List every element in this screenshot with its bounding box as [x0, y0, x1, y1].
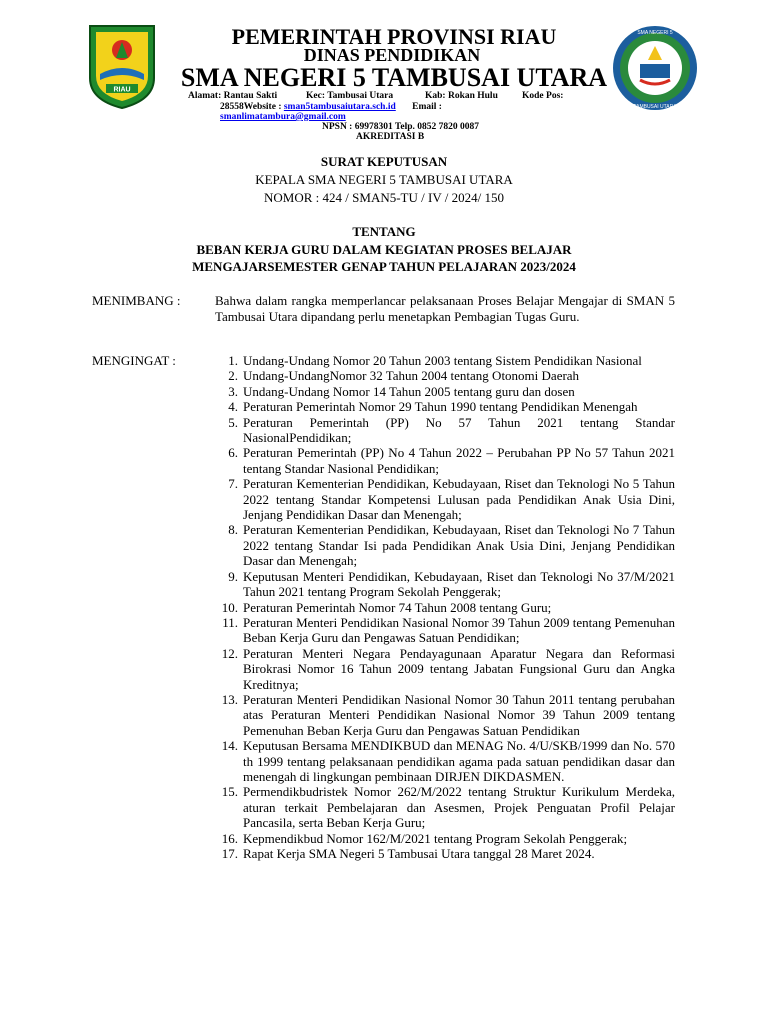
title-subject-line2: MENGAJARSEMESTER GENAP TAHUN PELAJARAN 2023/2024 — [192, 259, 576, 274]
mengingat-label — [92, 353, 176, 369]
list-item-text: Peraturan Pemerintah Nomor 74 Tahun 2008 tentang Guru; — [243, 599, 552, 615]
list-item-text: Peraturan Pemerintah (PP) No 57 Tahun 2021 tentang Standar NasionalPendidikan; — [243, 414, 675, 446]
header-school-name: SMA NEGERI 5 TAMBUSAI UTARA — [180, 63, 608, 92]
header-kecamatan: Kec: Tambusai Utara — [306, 91, 394, 101]
list-item — [228, 383, 675, 399]
list-item-text: Peraturan Pemerintah (PP) No 4 Tahun 2022 – Perubahan PP No 57 Tahun 2021 tentang Standar Nasional Pendidikan; — [243, 445, 675, 476]
list-item-number: 2. — [228, 368, 238, 384]
header-email-label: Email : — [412, 102, 442, 112]
list-item-text: Peraturan Menteri Pendidikan Nasional Nomor 30 Tahun 2011 tentang perubahan atas Peraturan Menteri Pendidikan Nasional Nomor 39 Tahun 2009 tentang Pemenuhan Beban Kerja Guru dan Pengawas Satuan Pendidikan — [243, 691, 675, 738]
list-item — [221, 645, 675, 692]
menimbang-text: Bahwa dalam rangka memperlancar pelaksanaan Proses Belajar Mengajar di SMAN 5 Tambusai Utara dipandang perlu menetapkan Pembagian Tugas Guru. — [215, 293, 675, 324]
list-item-number: 12. — [221, 645, 238, 661]
list-item-text: Undang-Undang Nomor 14 Tahun 2005 tentang guru dan dosen — [243, 383, 575, 399]
list-item-text: Permendikbudristek Nomor 262/M/2022 tentang Struktur Kurikulum Merdeka, aturan terkait Pembelajaran dan Asesmen, Projek Penguatan Profil Pelajar Pancasila, serta Beban Kerja Guru; — [243, 784, 675, 831]
list-item-text: Undang-Undang Nomor 20 Tahun 2003 tentang Sistem Pendidikan Nasional — [243, 353, 642, 368]
list-item-number: 14. — [221, 738, 238, 754]
list-item — [228, 445, 675, 476]
list-item-text: Keputusan Menteri Pendidikan, Kebudayaan, Riset dan Teknologi No 37/M/2021 Tahun 2021 tentang Program Sekolah Penggerak; — [243, 568, 675, 600]
list-item-text: Peraturan Kementerian Pendidikan, Kebudayaan, Riset dan Teknologi No 5 Tahun 2022 tentang Standar Kompetensi Lulusan pada Pendidikan Anak Usia Dini, Jenjang Pendidikan Dasar dan Menengah; — [243, 476, 675, 523]
title-subject-line1: BEBAN KERJA GURU DALAM KEGIATAN PROSES BELAJAR — [196, 242, 572, 257]
title-surat-keputusan: SURAT KEPUTUSAN — [320, 154, 448, 169]
svg-text:RIAU: RIAU — [113, 86, 131, 94]
list-item-number: 17. — [221, 846, 238, 861]
list-item-number: 1. — [228, 353, 238, 368]
email-link[interactable]: smanlimatambura@gmail.com — [220, 112, 346, 122]
list-item-number: 5. — [228, 414, 238, 430]
header-website-line — [220, 102, 442, 112]
list-item — [221, 738, 675, 784]
header-agency: DINAS PENDIDIKAN — [303, 45, 481, 65]
title-kepala: KEPALA SMA NEGERI 5 TAMBUSAI UTARA — [255, 172, 513, 187]
list-item-number: 11. — [222, 614, 238, 630]
list-item-number: 15. — [221, 784, 238, 800]
list-item — [221, 599, 675, 615]
header-akreditasi: AKREDITASI B — [356, 132, 425, 142]
list-item — [221, 830, 675, 846]
list-item-text: Peraturan Kementerian Pendidikan, Kebudayaan, Riset dan Teknologi No 7 Tahun 2022 tentang Standar Isi pada Pendidikan Anak Usia Dini, Jenjang Pendidikan Dasar dan Menengah; — [243, 522, 675, 569]
header-npsn: NPSN : 69978301 Telp. 0852 7820 0087 — [322, 122, 480, 132]
list-item — [222, 614, 675, 646]
svg-text:SMA NEGERI 5: SMA NEGERI 5 — [637, 30, 673, 36]
list-item-text: Peraturan Pemerintah Nomor 29 Tahun 1990 tentang Pendidikan Menengah — [243, 399, 638, 415]
mengingat-list — [221, 353, 675, 861]
list-item-number: 7. — [228, 476, 238, 492]
list-item — [228, 399, 675, 415]
header-province: PEMERINTAH PROVINSI RIAU — [231, 24, 557, 49]
list-item — [221, 691, 675, 738]
title-tentang: TENTANG — [352, 224, 416, 239]
list-item-number: 4. — [228, 399, 238, 415]
list-item-number: 10. — [221, 599, 238, 615]
list-item — [228, 476, 675, 523]
list-item-text: Keputusan Bersama MENDIKBUD dan MENAG No. 4/U/SKB/1999 dan No. 570 th 1999 tentang pelaksanaan pendidikan agama pada satuan pendidikan dasar dan menengah di lingkungan pembinaan DIRJEN DIKDASMEN. — [243, 738, 675, 784]
list-item-text: Peraturan Menteri Pendidikan Nasional Nomor 39 Tahun 2009 tentang Pemenuhan Beban Kerja Guru dan Pengawas Satuan Pendidikan; — [243, 614, 675, 646]
list-item — [228, 522, 675, 569]
list-item-text: Undang-UndangNomor 32 Tahun 2004 tentang Otonomi Daerah — [243, 368, 580, 384]
header-kodepos-website: 28558Website : — [220, 102, 282, 112]
list-item-number: 16. — [221, 830, 238, 846]
mengingat-label-text: MENGINGAT : — [92, 353, 176, 368]
list-item-number: 3. — [228, 383, 238, 399]
list-item — [228, 368, 675, 384]
header-kabupaten: Kab: Rokan Hulu — [425, 91, 498, 101]
list-item — [228, 414, 675, 446]
list-item-text: Peraturan Menteri Negara Pendayagunaan Aparatur Negara dan Reformasi Birokrasi Nomor 16 Tahun 2009 tentang Jabatan Fungsional Guru dan Angka Kreditnya; — [243, 645, 675, 692]
list-item-text: Kepmendikbud Nomor 162/M/2021 tentang Program Sekolah Penggerak; — [243, 830, 628, 846]
header-kodepos-label: Kode Pos: — [522, 91, 564, 101]
list-item — [221, 784, 675, 831]
list-item-number: 13. — [221, 691, 238, 707]
svg-text:TAMBUSAI UTARA: TAMBUSAI UTARA — [633, 104, 677, 110]
list-item — [228, 353, 675, 368]
list-item-number: 6. — [228, 445, 238, 461]
list-item-text: Rapat Kerja SMA Negeri 5 Tambusai Utara tanggal 28 Maret 2024. — [243, 846, 595, 861]
list-item — [228, 568, 675, 600]
list-item-number: 8. — [228, 522, 238, 538]
menimbang-label: MENIMBANG : — [92, 293, 181, 308]
list-item-number: 9. — [228, 568, 238, 584]
header-address: Alamat: Rantau Sakti — [188, 91, 278, 101]
website-link[interactable]: sman5tambusaiutara.sch.id — [283, 102, 396, 112]
list-item — [221, 846, 675, 861]
title-nomor: NOMOR : 424 / SMAN5-TU / IV / 2024/ 150 — [264, 190, 504, 205]
